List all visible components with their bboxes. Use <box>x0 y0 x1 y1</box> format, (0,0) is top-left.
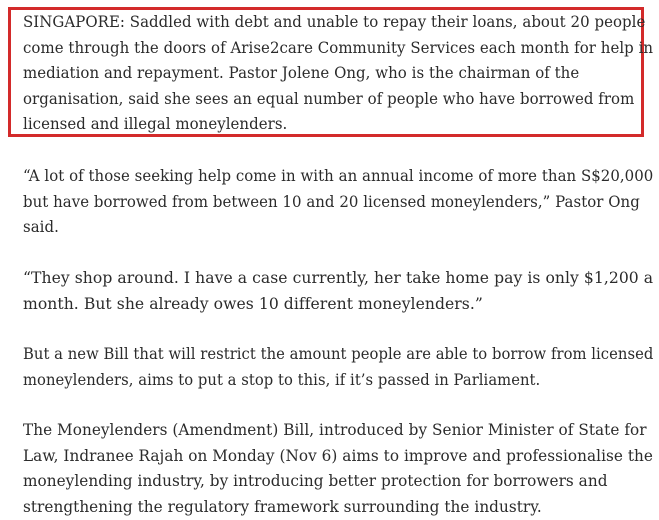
text-line: moneylenders, aims to put a stop to this, if it’s passed in Parliament. <box>23 369 541 389</box>
article-paragraph-lead <box>23 9 659 137</box>
text-line: come through the doors of Arise2care Community Services each month for help in <box>23 37 654 57</box>
article-paragraph-amendment <box>23 417 659 519</box>
text-line: strengthening the regulatory framework surrounding the industry. <box>23 496 542 516</box>
text-line: but have borrowed from between 10 and 20 licensed moneylenders,” Pastor Ong <box>23 191 640 211</box>
text-line: The Moneylenders (Amendment) Bill, introduced by Senior Minister of State for <box>23 420 647 439</box>
text-line: mediation and repayment. Pastor Jolene Ong, who is the chairman of the <box>23 63 580 82</box>
text-line: month. But she already owes 10 different moneylenders.” <box>23 293 483 313</box>
text-line: But a new Bill that will restrict the amount people are able to borrow from licensed <box>23 344 654 363</box>
text-line: moneylending industry, by introducing better protection for borrowers and <box>23 471 608 490</box>
text-line: said. <box>23 217 59 236</box>
article-paragraph-quote-1 <box>23 163 659 240</box>
text-line: “They shop around. I have a case currently, her take home pay is only $1,200 a <box>23 268 654 287</box>
text-line: SINGAPORE: Saddled with debt and unable to repay their loans, about 20 people <box>23 12 646 31</box>
text-line: licensed and illegal moneylenders. <box>23 114 288 133</box>
text-line: organisation, said she sees an equal number of people who have borrowed from <box>23 88 635 108</box>
article-paragraph-bill <box>23 341 659 392</box>
text-line: “A lot of those seeking help come in with an annual income of more than S$20,000 <box>23 166 654 185</box>
text-line: Law, Indranee Rajah on Monday (Nov 6) aims to improve and professionalise the <box>23 445 653 465</box>
article-paragraph-quote-2 <box>23 265 659 316</box>
